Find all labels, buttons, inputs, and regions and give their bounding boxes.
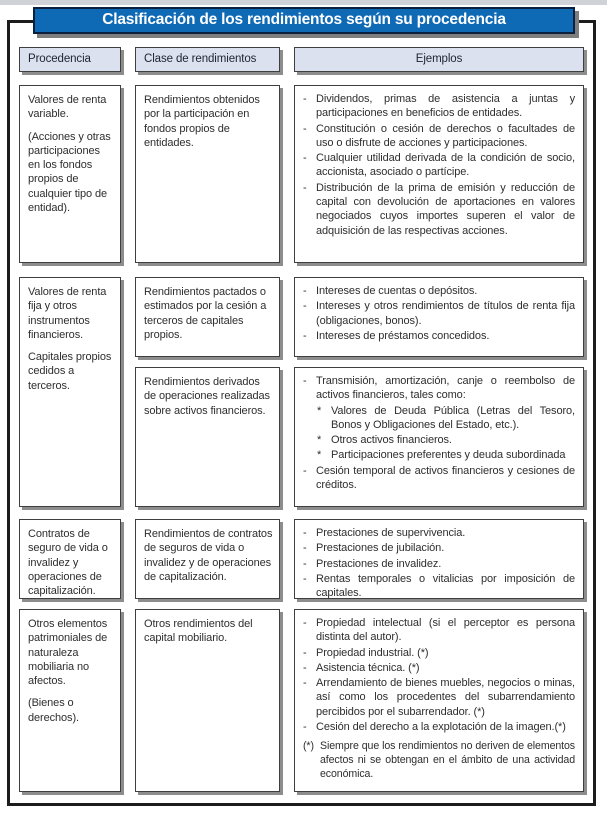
bullet-marker: -	[303, 329, 307, 342]
clase-text: Otros rendimientos del capital mobiliario.	[144, 618, 253, 645]
ejemplo-item	[303, 92, 575, 121]
ejemplo-item	[303, 526, 575, 540]
clase-cell	[135, 85, 280, 263]
ejemplo-text: Propiedad intelectual (si el perceptor es persona distinta del autor).	[316, 617, 575, 644]
bullet-marker: -	[303, 661, 307, 674]
column-header-label: Clase de rendimientos	[144, 53, 257, 66]
ejemplo-item	[303, 374, 575, 403]
clase-text: Rendimientos pactados o estimados por la cesión a terceros de capitales propios.	[144, 286, 267, 341]
bullet-marker: -	[303, 677, 307, 690]
procedencia-cell	[19, 519, 121, 599]
table-row	[19, 85, 593, 263]
clase-cell	[135, 367, 280, 507]
ejemplo-subitem	[317, 448, 575, 462]
ejemplo-item	[303, 122, 575, 151]
ejemplo-text: Constitución o cesión de derechos o facultades de uso o disfrute de acciones y participaciones.	[316, 122, 575, 149]
footnote-text: Siempre que los rendimientos no deriven de elementos afectos ni se obtengan en el ámbito de una actividad económica.	[320, 740, 575, 780]
ejemplo-text: Intereses de préstamos concedidos.	[316, 329, 490, 342]
procedencia-cell	[19, 609, 121, 792]
clase-text: Rendimientos obtenidos por la participación en fondos propios de entidades.	[144, 94, 260, 149]
column-header-label: Procedencia	[28, 53, 91, 66]
ejemplo-text: Otros activos financieros.	[331, 434, 452, 447]
ejemplos-cell	[294, 519, 584, 599]
bullet-marker: -	[303, 181, 307, 194]
ejemplo-text: Cesión temporal de activos financieros y cesiones de créditos.	[316, 464, 575, 492]
ejemplo-text: Cualquier utilidad derivada de la condición de socio, accionista, asociado o partícipe.	[316, 152, 575, 179]
asterisk-marker: *	[317, 449, 322, 462]
table-title-bar	[33, 7, 575, 34]
ejemplo-subitem	[317, 433, 575, 447]
ejemplo-text: Cesión del derecho a la explotación de la imagen.(*)	[316, 721, 566, 734]
ejemplo-item	[303, 329, 575, 343]
scan-edge-shadow	[0, 0, 607, 5]
clase-text: Rendimientos derivados de operaciones realizadas sobre activos financieros.	[144, 376, 270, 417]
table-row	[19, 609, 593, 792]
clase-cell	[135, 609, 280, 792]
bullet-marker: -	[303, 646, 307, 659]
ejemplo-text: Rentas temporales o vitalicias por imposición de capitales.	[316, 572, 575, 600]
column-header-clase	[135, 47, 280, 72]
asterisk-marker: *	[317, 404, 322, 417]
asterisk-marker: *	[317, 434, 322, 447]
bullet-marker: -	[303, 464, 307, 477]
ejemplo-item	[303, 572, 575, 601]
ejemplo-text: Intereses de cuentas o depósitos.	[316, 285, 478, 297]
bullet-marker: -	[303, 122, 307, 135]
ejemplo-text: Propiedad industrial. (*)	[316, 646, 429, 659]
bullet-marker: -	[303, 617, 307, 629]
ejemplo-item	[303, 616, 575, 645]
clase-cell	[135, 519, 280, 599]
procedencia-text: Otros elementos patrimoniales de naturaleza mobiliaria no afectos.	[28, 618, 108, 688]
bullet-marker: -	[303, 300, 307, 313]
procedencia-text: Valores de renta variable.	[28, 94, 107, 121]
ejemplos-cell	[294, 609, 584, 792]
bullet-marker: -	[303, 152, 307, 165]
procedencia-text: Valores de renta fija y otros instrumentos financieros.	[28, 286, 107, 341]
ejemplo-item	[303, 646, 575, 660]
ejemplos-cell	[294, 367, 584, 507]
clase-text: Rendimientos de contratos de seguros de vida o invalidez y de operaciones de capitalización.	[144, 528, 273, 583]
bullet-marker: -	[303, 285, 307, 297]
procedencia-text: Contratos de seguro de vida o invalidez y operaciones de capitalización.	[28, 528, 108, 598]
ejemplo-item	[303, 541, 575, 555]
ejemplo-item	[303, 661, 575, 675]
table-row	[19, 277, 593, 507]
ejemplo-item	[303, 284, 575, 298]
ejemplos-cell	[294, 85, 584, 263]
bullet-marker: -	[303, 572, 307, 585]
ejemplo-item	[303, 557, 575, 571]
footnote-marker: (*)	[303, 740, 314, 753]
procedencia-text: (Acciones y otras participaciones en los fondos propios de cualquier tipo de entidad).	[28, 130, 111, 215]
ejemplo-text: Prestaciones de jubilación.	[316, 542, 445, 555]
column-headers	[19, 47, 593, 72]
ejemplo-text: Prestaciones de supervivencia.	[316, 527, 466, 539]
ejemplos-cell-stack	[294, 277, 584, 507]
procedencia-cell	[19, 277, 121, 507]
ejemplo-item	[303, 720, 575, 734]
ejemplo-text: Valores de Deuda Pública (Letras del Tesoro, Bonos y Obligaciones del Estado, etc.).	[331, 404, 575, 431]
table-row	[19, 519, 593, 599]
bullet-marker: -	[303, 93, 307, 105]
footnote	[303, 740, 575, 781]
procedencia-text: Capitales propios cedidos a terceros.	[28, 351, 112, 392]
ejemplo-item	[303, 464, 575, 493]
procedencia-cell	[19, 85, 121, 263]
table-frame	[7, 20, 596, 806]
bullet-marker: -	[303, 557, 307, 570]
ejemplo-text: Prestaciones de invalidez.	[316, 557, 442, 570]
ejemplo-text: Asistencia técnica. (*)	[316, 661, 420, 674]
ejemplo-item	[303, 299, 575, 328]
table-content	[10, 23, 593, 792]
table-title: Clasificación de los rendimientos según su procedencia	[102, 11, 506, 29]
ejemplo-text: Transmisión, amortización, canje o reembolso de activos financieros, tales como:	[316, 375, 575, 402]
bullet-marker: -	[303, 375, 307, 387]
ejemplo-subitem	[317, 404, 575, 433]
bullet-marker: -	[303, 527, 307, 539]
ejemplo-text: Intereses y otros rendimientos de títulos de renta fija (obligaciones, bonos).	[316, 300, 575, 327]
ejemplo-text: Dividendos, primas de asistencia a juntas y participaciones en beneficios de entidades.	[316, 93, 575, 120]
ejemplo-text: Participaciones preferentes y deuda subordinada	[331, 449, 566, 462]
ejemplo-item	[303, 151, 575, 180]
column-header-label: Ejemplos	[415, 53, 463, 66]
ejemplo-item	[303, 181, 575, 238]
ejemplos-cell	[294, 277, 584, 357]
bullet-marker: -	[303, 542, 307, 555]
ejemplo-item	[303, 676, 575, 719]
column-header-procedencia	[19, 47, 121, 72]
ejemplo-text: Distribución de la prima de emisión y reducción de capital con devolución de aportaciones en valores negociados cuyos importes superen el valor de adquisición de las respectivas acciones.	[316, 181, 575, 237]
column-header-ejemplos	[294, 47, 584, 72]
clase-cell-stack	[135, 277, 280, 507]
ejemplo-text: Arrendamiento de bienes muebles, negocios o minas, así como los procedentes del subarrendamiento percibidos por el subarrendador. (*)	[316, 677, 575, 718]
clase-cell	[135, 277, 280, 357]
procedencia-text: (Bienes o derechos).	[28, 697, 79, 724]
bullet-marker: -	[303, 721, 307, 734]
